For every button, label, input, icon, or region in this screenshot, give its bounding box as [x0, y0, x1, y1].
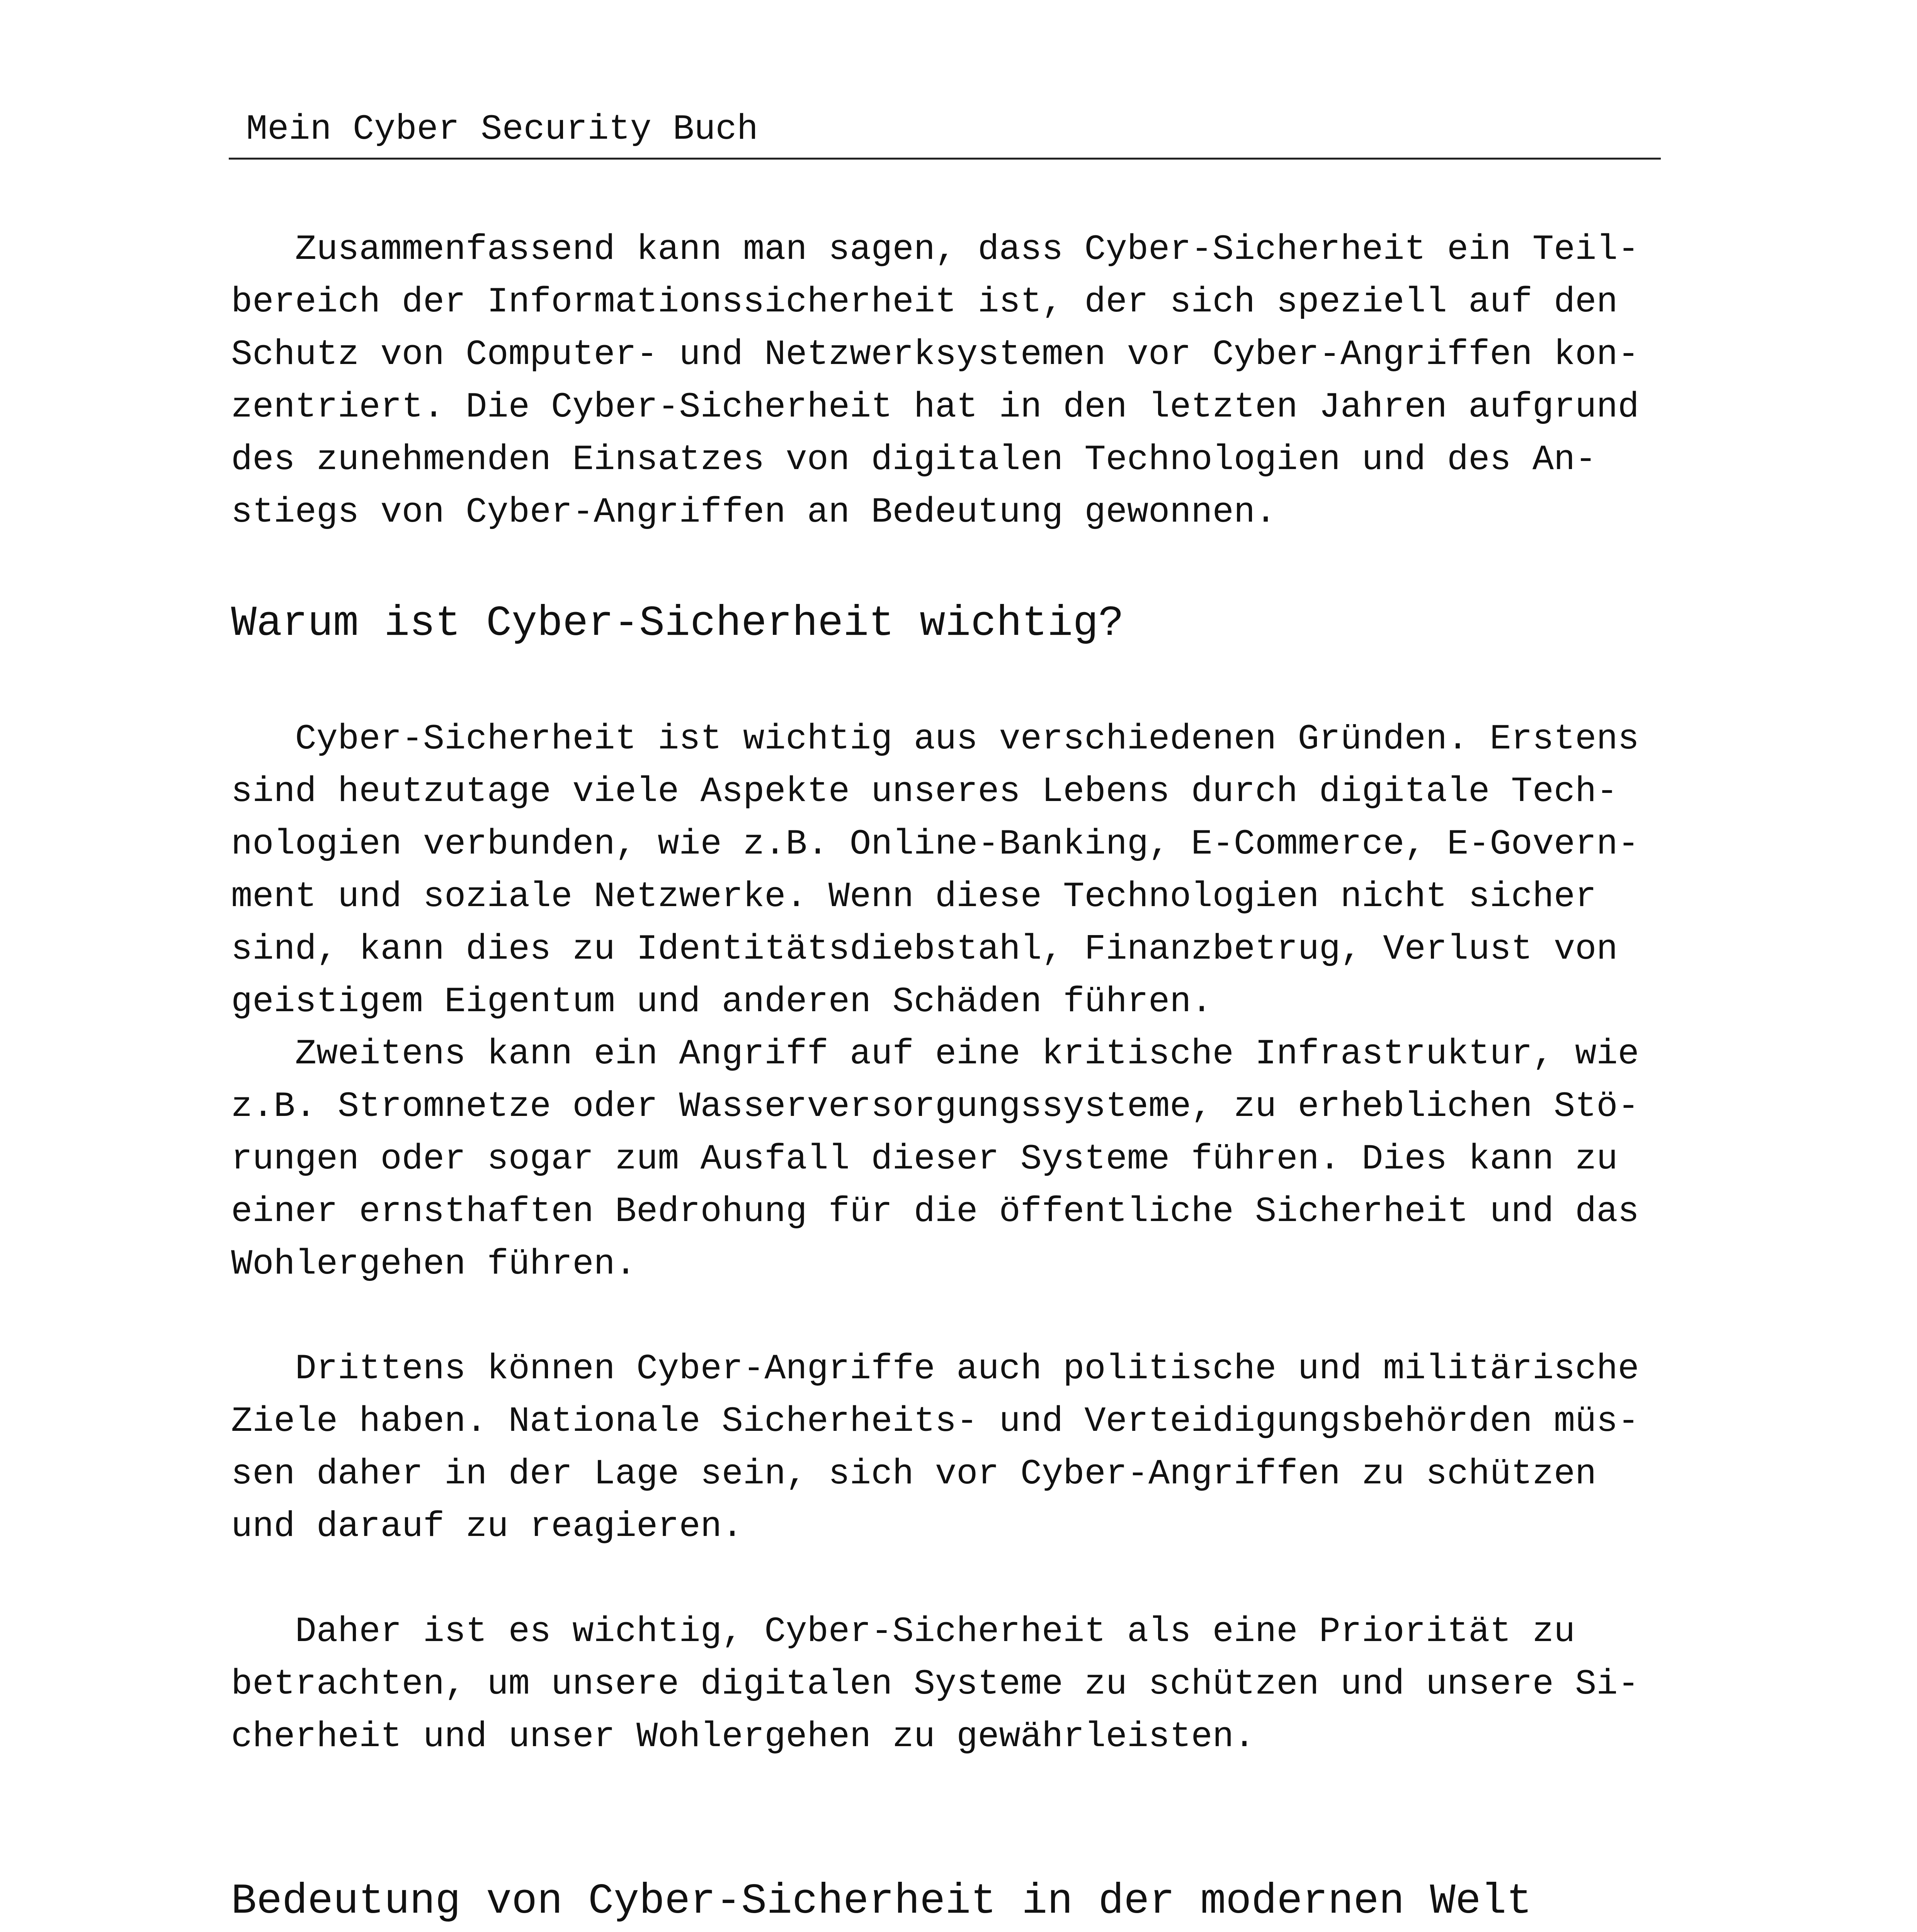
paragraph-summary [231, 223, 1661, 539]
text-line: Zusammenfassend kann man sagen, dass Cyber-Sicherheit ein Teil- [231, 229, 1639, 270]
running-header [229, 108, 1661, 160]
section-heading: Warum ist Cyber-Sicherheit wichtig? [231, 600, 1124, 648]
text-line: zentriert. Die Cyber-Sicherheit hat in den letzten Jahren aufgrund [231, 387, 1639, 427]
paragraph-importance-conclusion [231, 1605, 1661, 1763]
text-line: sind heutzutage viele Aspekte unseres Lebens durch digitale Tech- [231, 771, 1618, 812]
text-line: des zunehmenden Einsatzes von digitalen Technologien und des An- [231, 439, 1597, 480]
text-line: rungen oder sogar zum Ausfall dieser Systeme führen. Dies kann zu [231, 1139, 1618, 1179]
text-line: sind, kann dies zu Identitätsdiebstahl, Finanzbetrug, Verlust von [231, 929, 1618, 969]
text-line: Drittens können Cyber-Angriffe auch politische und militärische [231, 1349, 1639, 1389]
section-heading: Bedeutung von Cyber-Sicherheit in der modernen Welt [231, 1878, 1532, 1926]
text-line: Cyber-Sicherheit ist wichtig aus verschiedenen Gründen. Erstens [231, 719, 1639, 759]
text-line: Daher ist es wichtig, Cyber-Sicherheit als eine Priorität zu [231, 1611, 1575, 1652]
text-line: und darauf zu reagieren. [231, 1506, 743, 1547]
text-line: betrachten, um unsere digitalen Systeme zu schützen und unsere Si- [231, 1664, 1639, 1704]
text-line: geistigem Eigentum und anderen Schäden führen. [231, 981, 1213, 1022]
text-line: ment und soziale Netzwerke. Wenn diese Technologien nicht sicher [231, 876, 1597, 917]
paragraph-importance-third [231, 1343, 1661, 1553]
text-line: Schutz von Computer- und Netzwerksystemen vor Cyber-Angriffen kon- [231, 334, 1639, 375]
paragraph-importance-second [231, 1028, 1661, 1291]
paragraph-importance-first [231, 713, 1661, 1028]
text-line: Zweitens kann ein Angriff auf eine kritische Infrastruktur, wie [231, 1034, 1639, 1074]
text-line: stiegs von Cyber-Angriffen an Bedeutung gewonnen. [231, 492, 1277, 532]
text-line: nologien verbunden, wie z.B. Online-Banking, E-Commerce, E-Govern- [231, 824, 1639, 864]
book-title: Mein Cyber Security Buch [246, 109, 759, 150]
text-line: sen daher in der Lage sein, sich vor Cyber-Angriffen zu schützen [231, 1454, 1597, 1494]
text-line: einer ernsthaften Bedrohung für die öffentliche Sicherheit und das [231, 1191, 1639, 1232]
text-line: z.B. Stromnetze oder Wasserversorgungssysteme, zu erheblichen Stö- [231, 1086, 1639, 1127]
text-line: cherheit und unser Wohlergehen zu gewährleisten. [231, 1716, 1255, 1757]
text-line: Ziele haben. Nationale Sicherheits- und Verteidigungsbehörden müs- [231, 1401, 1639, 1442]
text-line: bereich der Informationssicherheit ist, der sich speziell auf den [231, 282, 1618, 322]
text-line: Wohlergehen führen. [231, 1244, 636, 1284]
